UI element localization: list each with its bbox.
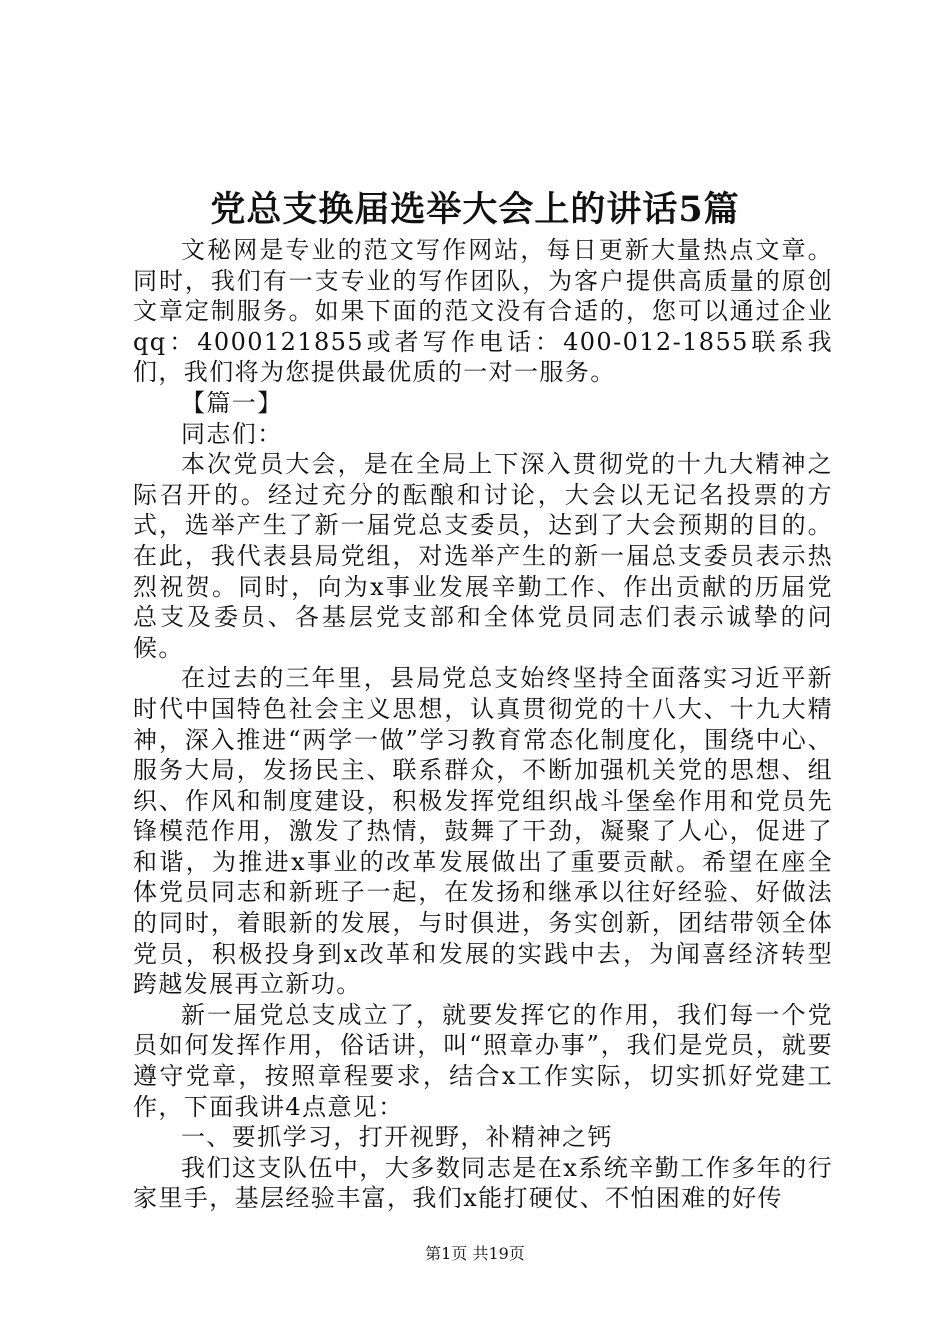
paragraph-intro: 文秘网是专业的范文写作网站，每日更新大量热点文章。同时，我们有一支专业的写作团队，为客户提供高质量的原创文章定制服务。如果下面的范文没有合适的，您可以通过企业qq：4000121855或者写作电话：400-012-1855联系我们，我们将为您提供最优质的一对一服务。	[133, 236, 833, 387]
section-heading-part-one: 【篇一】	[181, 388, 283, 417]
document-title: 党总支换届选举大会上的讲话5篇	[210, 189, 740, 230]
paragraph: 我们这支队伍中，大多数同志是在x系统辛勤工作多年的行家里手，基层经验丰富，我们x能打硬仗、不怕困难的好传	[133, 1153, 833, 1213]
paragraph: 本次党员大会，是在全局上下深入贯彻党的十九大精神之际召开的。经过充分的酝酿和讨论，大会以无记名投票的方式，选举产生了新一届党总支委员，达到了大会预期的目的。在此，我代表县局党组，对选举产生的新一届总支委员表示热烈祝贺。同时，向为x事业发展辛勤工作、作出贡献的历届党总支及委员、各基层党支部和全体党员同志们表示诚挚的问候。	[133, 450, 833, 662]
page-number-label: 第1页 共19页	[425, 1244, 525, 1263]
paragraph: 新一届党总支成立了，就要发挥它的作用，我们每一个党员如何发挥作用，俗话讲，叫“照章办事”，我们是党员，就要遵守党章，按照章程要求，结合x工作实际，切实抓好党建工作，下面我讲4点意见：	[133, 1000, 833, 1121]
paragraph: 在过去的三年里，县局党总支始终坚持全面落实习近平新时代中国特色社会主义思想，认真贯彻党的十八大、十九大精神，深入推进“两学一做”学习教育常态化制度化，围绕中心、服务大局，发扬民主、联系群众，不断加强机关党的思想、组织、作风和制度建设，积极发挥党组织战斗堡垒作用和党员先锋模范作用，激发了热情，鼓舞了干劲，凝聚了人心，促进了和谐，为推进x事业的改革发展做出了重要贡献。希望在座全体党员同志和新班子一起，在发扬和继承以往好经验、好做法的同时，着眼新的发展，与时俱进，务实创新，团结带领全体党员，积极投身到x改革和发展的实践中去，为闻喜经济转型跨越发展再立新功。	[133, 664, 833, 999]
document-body	[133, 235, 833, 1214]
subheading-point-one: 一、要抓学习，打开视野，补精神之钙	[181, 1123, 613, 1152]
paragraph-salutation: 同志们：	[181, 419, 283, 448]
page-footer	[0, 1244, 950, 1264]
